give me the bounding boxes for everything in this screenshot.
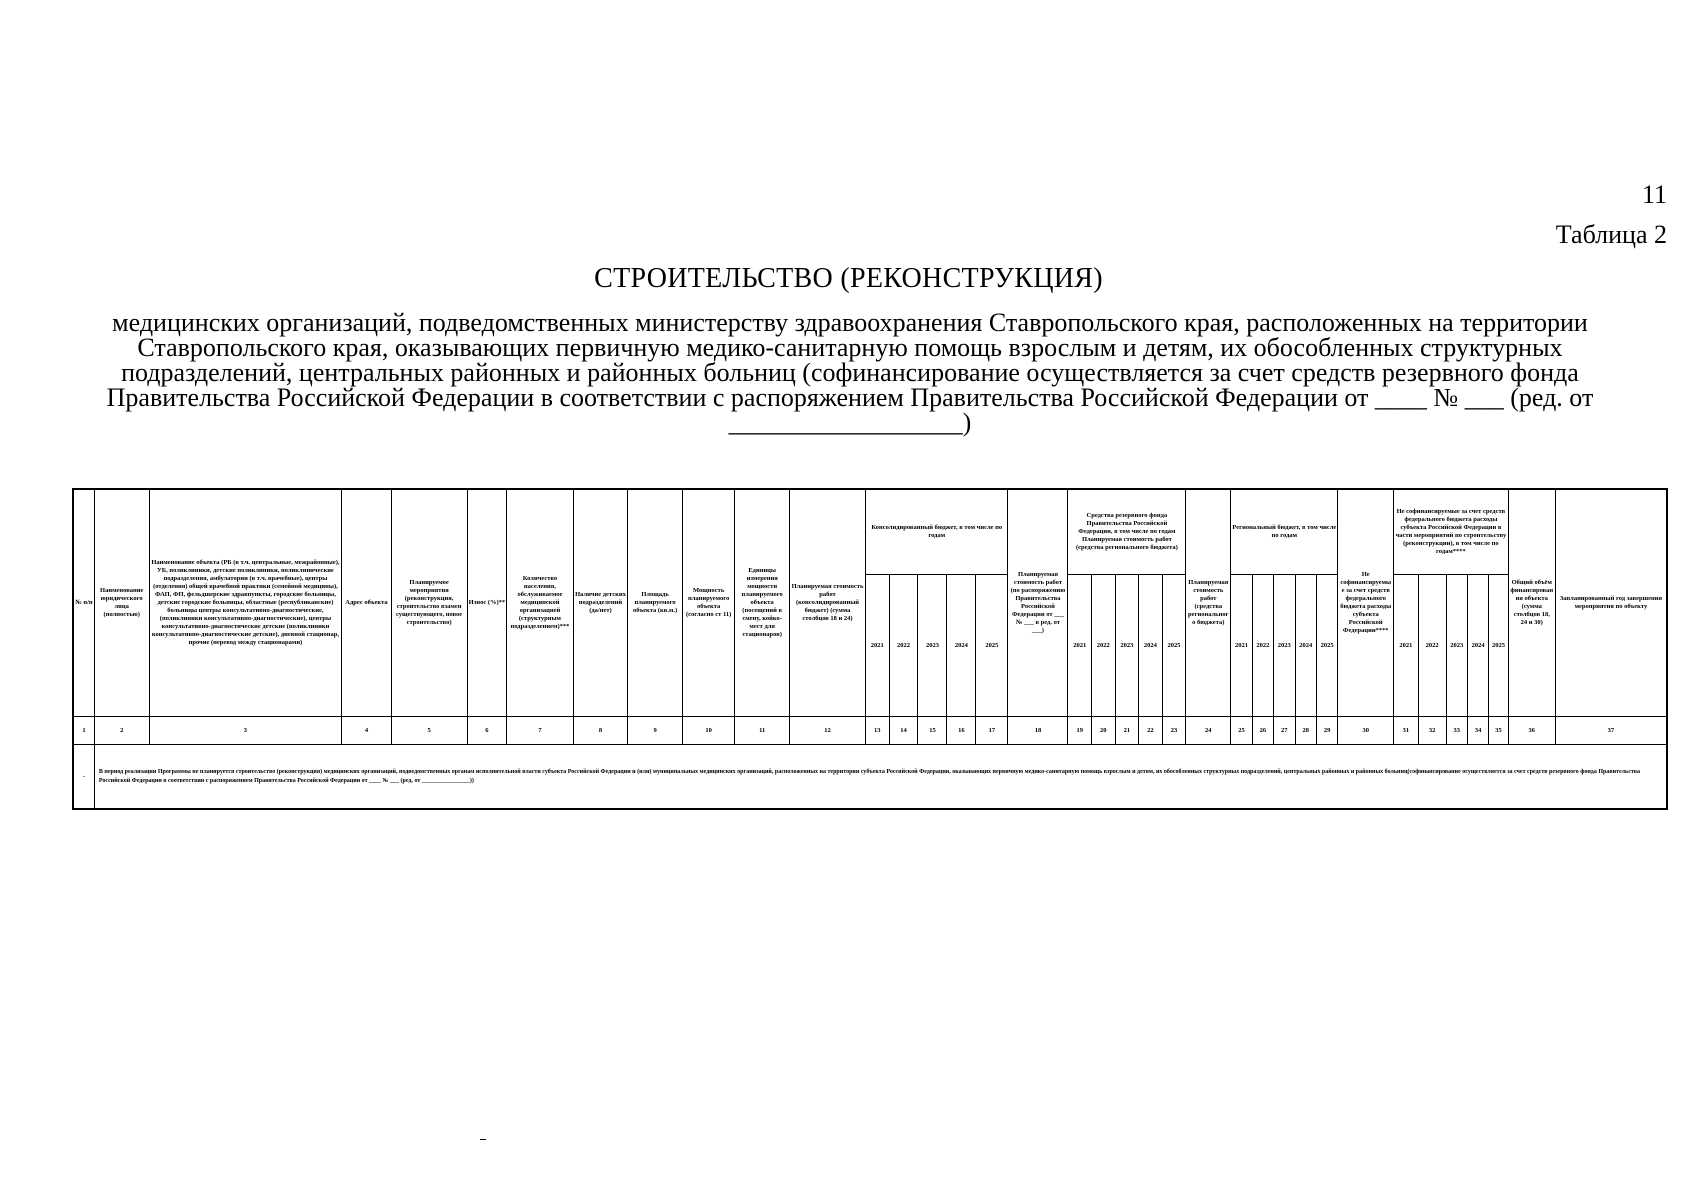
table-label: Таблица 2: [1555, 220, 1667, 249]
column-number-cell: 34: [1467, 717, 1488, 745]
year-cell: 2024: [1139, 575, 1163, 717]
year-cell: 2025: [1162, 575, 1186, 717]
column-number-cell: 6: [467, 717, 507, 745]
header-cell: Площадь планируемого объекта (кв.м.): [628, 489, 683, 717]
year-cell: 2025: [976, 575, 1008, 717]
column-number-cell: 24: [1186, 717, 1231, 745]
construction-table: [72, 488, 1668, 810]
column-number-cell: 10: [682, 717, 734, 745]
column-number-cell: 1: [73, 717, 94, 745]
year-cell: 2023: [1115, 575, 1139, 717]
header-cell: № п/п: [73, 489, 94, 717]
year-cell: 2022: [889, 575, 918, 717]
document-title: СТРОИТЕЛЬСТВО (РЕКОНСТРУКЦИЯ): [594, 263, 1103, 294]
header-cell: Планируемая стоимость работ (консолидированный бюджет) (сумма столбцов 18 и 24): [789, 489, 865, 717]
column-number-cell: 7: [507, 717, 573, 745]
header-cell: Наименование объекта (РБ (в т.ч. центральные, межрайонные), УБ, поликлиники, детские поликлиники, поликлинические подразделения, амбулатории (в т.ч. врачебные), центры (отделения) общей врачебной практики (семейной медицины), ФАП, ФП, фельдшерские здравпункты, городские больницы, детские городские больницы, областные (республиканские) больницы центры консультативно-диагностические, (поликлиники консультативно-диагностические), центры консультативно-диагностические детские (поликлиники консультативно-диагностические детские), дневной стационар, прочие (перевод между стационарами): [149, 489, 342, 717]
year-cell: 2022: [1092, 575, 1116, 717]
group-header-consolidated: Консолидированный бюджет, в том числе по годам: [866, 489, 1008, 575]
column-number-row: [73, 717, 1667, 745]
main-table-wrapper: [72, 488, 1668, 810]
year-cell: 2024: [947, 575, 976, 717]
column-number-cell: 8: [573, 717, 628, 745]
year-cell: 2025: [1316, 575, 1337, 717]
document-subtitle: медицинских организаций, подведомственных министерству здравоохранения Ставропольского края, расположенных на территории Ставропольского края, оказывающих первичную медико-санитарную помощь взрослым и детям, их обособленных структурных подразделений, центральных районных и районных больниц (софинансирование осуществляется за счет средств резервного фонда Правительства Российской Федерации в соответствии с распоряжением Правительства Российской Федерации от ____ № ___ (ред. от __________________): [106, 308, 1594, 437]
column-number-cell: 21: [1115, 717, 1139, 745]
column-number-cell: 33: [1446, 717, 1467, 745]
year-cell: 2024: [1467, 575, 1488, 717]
header-cell: Мощность планируемого объекта (согласно ст 11): [682, 489, 734, 717]
year-cell: 2024: [1295, 575, 1316, 717]
column-number-cell: 5: [391, 717, 467, 745]
header-cell: Планируемая стоимость работ (средства регионального бюджета): [1186, 489, 1231, 717]
column-number-cell: 4: [342, 717, 391, 745]
note-text: В период реализации Программы не планируется строительство (реконструкция) медицинских организаций, подведомственных органам исполнительной власти субъекта Российской Федерации и (или) муниципальных медицинских организаций, расположенных на территории субъекта Российской Федерации, оказывающих первичную медико-санитарную помощь взрослым и детям, их обособленных структурных подразделений, центральных районных и районных больниц(софинансирование осуществляется за счет средств резервного фонда Правительства Российской Федерации в соответствии с распоряжением Правительства Российской Федерации от ____ № ___ (ред. от ________________)): [94, 745, 1667, 810]
column-number-cell: 18: [1008, 717, 1068, 745]
column-number-cell: 28: [1295, 717, 1316, 745]
column-number-cell: 29: [1316, 717, 1337, 745]
page-mark: [480, 1139, 486, 1140]
header-cell: Не софинансируемые за счет средств федерального бюджета расходы субъекта Российской Федерации****: [1338, 489, 1394, 717]
column-number-cell: 26: [1252, 717, 1273, 745]
header-cell: Количество населения, обслуживаемое медицинской организацией (структурным подразделением)***: [507, 489, 573, 717]
header-cell: Наименование юридического лица (полностью): [94, 489, 149, 717]
column-number-cell: 37: [1555, 717, 1667, 745]
header-cell: Единицы измерения мощности планируемого объекта (посещений в смену, койко-мест для стационаров): [735, 489, 790, 717]
note-index: -: [73, 745, 94, 810]
header-cell: Адрес объекта: [342, 489, 391, 717]
year-cell: 2025: [1489, 575, 1508, 717]
column-number-cell: 36: [1508, 717, 1555, 745]
column-number-cell: 25: [1231, 717, 1252, 745]
column-number-cell: 27: [1274, 717, 1295, 745]
column-number-cell: 2: [94, 717, 149, 745]
year-cell: 2021: [1068, 575, 1092, 717]
column-number-cell: 9: [628, 717, 683, 745]
group-header-reserve-fund: Средства резервного фонда Правительства Российской Федерации, в том числе по годам Планируемая стоимость работ (средства регионального бюджета): [1068, 489, 1186, 575]
year-cell: 2021: [1394, 575, 1419, 717]
header-cell: Износ (%)**: [467, 489, 507, 717]
header-cell: Наличие детских подразделений (да/нет): [573, 489, 628, 717]
column-number-cell: 12: [789, 717, 865, 745]
header-cell: Общий объём финансирования объекта (сумма столбцов 18, 24 и 30): [1508, 489, 1555, 717]
column-number-cell: 19: [1068, 717, 1092, 745]
group-header-regional: Региональный бюджет, в том числе по годам: [1231, 489, 1338, 575]
column-number-cell: 20: [1092, 717, 1116, 745]
year-cell: 2023: [1446, 575, 1467, 717]
header-cell: Запланированный год завершения мероприятия по объекту: [1555, 489, 1667, 717]
column-number-cell: 32: [1418, 717, 1446, 745]
column-number-cell: 14: [889, 717, 918, 745]
group-header-non-cofinanced: Не софинансируемые за счет средств федерального бюджета расходы субъекта Российской Федерации в части мероприятий по строительству (реконструкции), в том числе по годам****: [1394, 489, 1509, 575]
year-cell: 2022: [1252, 575, 1273, 717]
column-number-cell: 15: [918, 717, 947, 745]
column-number-cell: 22: [1139, 717, 1163, 745]
year-cell: 2022: [1418, 575, 1446, 717]
column-number-cell: 30: [1338, 717, 1394, 745]
header-cell: Планируемая стоимость работ (по распоряжению Правительства Российской Федерации от ___ № ___ в ред. от ___): [1008, 489, 1068, 717]
column-number-cell: 3: [149, 717, 342, 745]
column-number-cell: 35: [1489, 717, 1508, 745]
column-number-cell: 16: [947, 717, 976, 745]
column-number-cell: 23: [1162, 717, 1186, 745]
header-cell: Планируемое мероприятия (реконструкция, строительство взамен существующего, новое строительство): [391, 489, 467, 717]
page-number: 11: [1641, 180, 1667, 209]
year-cell: 2021: [1231, 575, 1252, 717]
column-number-cell: 17: [976, 717, 1008, 745]
column-number-cell: 13: [866, 717, 890, 745]
header-row-1: [73, 489, 1667, 575]
column-number-cell: 11: [735, 717, 790, 745]
column-number-cell: 31: [1394, 717, 1419, 745]
year-cell: 2023: [918, 575, 947, 717]
year-cell: 2021: [866, 575, 890, 717]
year-cell: 2023: [1274, 575, 1295, 717]
note-row: [73, 745, 1667, 810]
